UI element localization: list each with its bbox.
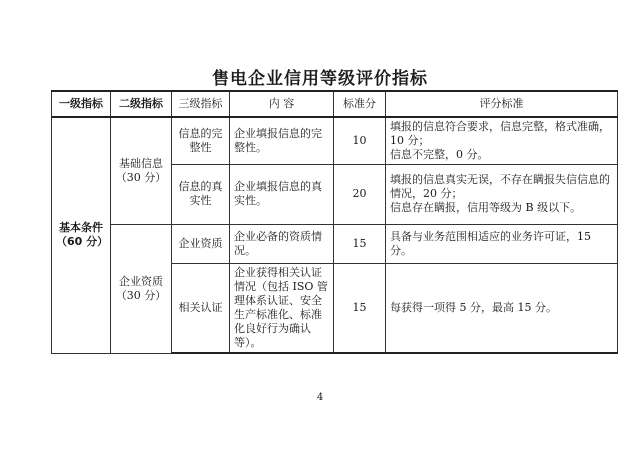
score-cell: 10 xyxy=(334,117,386,164)
level1-line2: （60 分） xyxy=(56,235,109,249)
criteria-cell xyxy=(386,117,618,164)
level3-cell: 企业资质 xyxy=(172,224,230,263)
level3-cell: 相关认证 xyxy=(172,263,230,353)
level2-cell-basic xyxy=(111,117,172,224)
level1-line1: 基本条件 xyxy=(59,221,103,235)
header-level3: 三级指标 xyxy=(172,91,230,117)
score-cell: 20 xyxy=(334,164,386,224)
header-content: 内 容 xyxy=(230,91,334,117)
criteria-line: 填报的信息符合要求，信息完整，格式准确，10 分； xyxy=(390,119,610,147)
content-cell: 企业填报信息的完整性。 xyxy=(230,117,334,164)
level3-cell: 信息的真实性 xyxy=(172,164,230,224)
criteria-cell xyxy=(386,263,618,353)
criteria-cell xyxy=(386,164,618,224)
level2-basic-line2: （30 分） xyxy=(115,170,167,184)
level1-cell xyxy=(52,117,111,353)
score-cell: 15 xyxy=(334,224,386,263)
score-cell: 15 xyxy=(334,263,386,353)
level3-cell: 信息的完整性 xyxy=(172,117,230,164)
table-row xyxy=(52,117,618,164)
table-row xyxy=(52,224,618,263)
criteria-line: 信息存在瞒报，信用等级为 B 级以下。 xyxy=(390,201,582,214)
level2-qual-line1: 企业资质 xyxy=(119,274,163,288)
header-criteria: 评分标准 xyxy=(386,91,618,117)
criteria-cell xyxy=(386,224,618,263)
criteria-line: 填报的信息真实无误，不存在瞒报失信信息的情况，20 分； xyxy=(390,173,610,200)
criteria-line: 每获得一项得 5 分，最高 15 分。 xyxy=(390,300,557,314)
content-cell: 企业获得相关认证情况（包括 ISO 管理体系认证、安全生产标准化、标准化良好行为确认等）。 xyxy=(230,263,334,353)
header-score: 标准分 xyxy=(334,91,386,117)
page-number: 4 xyxy=(316,392,324,403)
header-level2: 二级指标 xyxy=(111,91,172,117)
criteria-line: 具备与业务范围相适应的业务许可证，15 分。 xyxy=(390,229,591,257)
content-cell: 企业必备的资质情况。 xyxy=(230,224,334,263)
page-title: 售电企业信用等级评价指标 xyxy=(212,69,428,89)
criteria-line: 信息不完整，0 分。 xyxy=(390,147,489,161)
level2-basic-line1: 基础信息 xyxy=(119,156,163,170)
content-cell: 企业填报信息的真实性。 xyxy=(230,164,334,224)
header-level1: 一级指标 xyxy=(52,91,111,117)
level2-qual-line2: （30 分） xyxy=(115,288,167,302)
level2-cell-qualification xyxy=(111,224,172,353)
table-header-row xyxy=(52,91,618,117)
rating-table xyxy=(51,90,618,354)
